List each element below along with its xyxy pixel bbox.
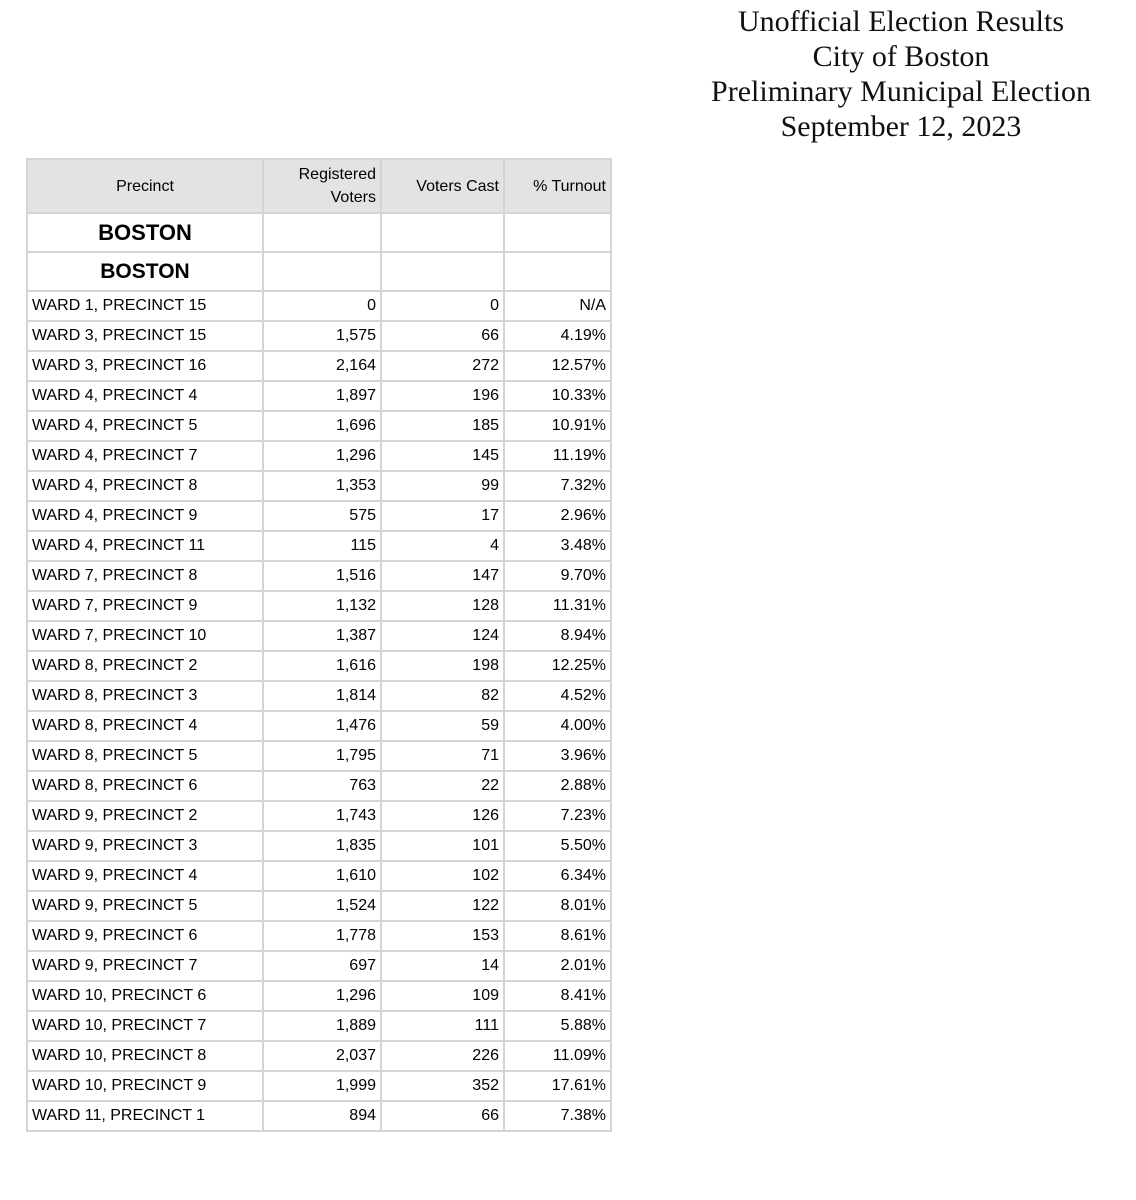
turnout-cell: 11.09%: [504, 1041, 611, 1071]
voters-cast-cell: 82: [381, 681, 504, 711]
voters-cast-cell: 111: [381, 1011, 504, 1041]
table-row: [27, 891, 611, 921]
precinct-cell: WARD 8, PRECINCT 2: [27, 651, 263, 681]
table-row: [27, 831, 611, 861]
group-empty-cell: [263, 213, 381, 252]
voters-cast-cell: 196: [381, 381, 504, 411]
turnout-cell: 7.32%: [504, 471, 611, 501]
turnout-cell: 7.38%: [504, 1101, 611, 1131]
turnout-cell: 8.41%: [504, 981, 611, 1011]
turnout-cell: 7.23%: [504, 801, 611, 831]
column-header-voters-cast: Voters Cast: [381, 159, 504, 213]
precinct-cell: WARD 9, PRECINCT 6: [27, 921, 263, 951]
registered-voters-cell: 1,814: [263, 681, 381, 711]
turnout-cell: 8.01%: [504, 891, 611, 921]
turnout-cell: 10.91%: [504, 411, 611, 441]
registered-voters-cell: 894: [263, 1101, 381, 1131]
turnout-cell: 5.88%: [504, 1011, 611, 1041]
turnout-cell: 8.94%: [504, 621, 611, 651]
precinct-cell: WARD 8, PRECINCT 4: [27, 711, 263, 741]
registered-voters-cell: 1,353: [263, 471, 381, 501]
voters-cast-cell: 128: [381, 591, 504, 621]
turnout-cell: 12.25%: [504, 651, 611, 681]
voters-cast-cell: 101: [381, 831, 504, 861]
voters-cast-cell: 66: [381, 321, 504, 351]
registered-voters-cell: 1,743: [263, 801, 381, 831]
turnout-cell: 4.00%: [504, 711, 611, 741]
turnout-cell: 4.19%: [504, 321, 611, 351]
precinct-cell: WARD 4, PRECINCT 11: [27, 531, 263, 561]
voters-cast-cell: 226: [381, 1041, 504, 1071]
turnout-cell: N/A: [504, 291, 611, 321]
turnout-cell: 4.52%: [504, 681, 611, 711]
table-row: [27, 861, 611, 891]
column-header-precinct: Precinct: [27, 159, 263, 213]
turnout-cell: 2.01%: [504, 951, 611, 981]
turnout-cell: 3.96%: [504, 741, 611, 771]
voters-cast-cell: 66: [381, 1101, 504, 1131]
table-row: [27, 951, 611, 981]
turnout-cell: 3.48%: [504, 531, 611, 561]
table-row: [27, 681, 611, 711]
turnout-cell: 5.50%: [504, 831, 611, 861]
precinct-cell: WARD 9, PRECINCT 7: [27, 951, 263, 981]
registered-voters-cell: 1,897: [263, 381, 381, 411]
group-row-subregion: [27, 252, 611, 291]
voters-cast-cell: 126: [381, 801, 504, 831]
voters-cast-cell: 17: [381, 501, 504, 531]
table-row: [27, 771, 611, 801]
table-row: [27, 921, 611, 951]
voters-cast-cell: 99: [381, 471, 504, 501]
registered-label-line2: Voters: [330, 189, 376, 206]
turnout-cell: 2.96%: [504, 501, 611, 531]
registered-voters-cell: 2,037: [263, 1041, 381, 1071]
precinct-cell: WARD 3, PRECINCT 16: [27, 351, 263, 381]
precinct-cell: WARD 4, PRECINCT 5: [27, 411, 263, 441]
precinct-cell: WARD 4, PRECINCT 8: [27, 471, 263, 501]
voters-cast-cell: 352: [381, 1071, 504, 1101]
results-table: [26, 158, 612, 1132]
precinct-cell: WARD 3, PRECINCT 15: [27, 321, 263, 351]
group-empty-cell: [504, 252, 611, 291]
registered-voters-cell: 1,610: [263, 861, 381, 891]
precinct-cell: WARD 9, PRECINCT 5: [27, 891, 263, 921]
precinct-cell: WARD 10, PRECINCT 7: [27, 1011, 263, 1041]
registered-voters-cell: 1,516: [263, 561, 381, 591]
table-row: [27, 651, 611, 681]
group-label-city: BOSTON: [27, 213, 263, 252]
registered-voters-cell: 1,575: [263, 321, 381, 351]
table-row: [27, 1011, 611, 1041]
precinct-cell: WARD 7, PRECINCT 8: [27, 561, 263, 591]
voters-cast-cell: 272: [381, 351, 504, 381]
registered-voters-cell: 2,164: [263, 351, 381, 381]
group-empty-cell: [504, 213, 611, 252]
table-row: [27, 321, 611, 351]
voters-cast-cell: 59: [381, 711, 504, 741]
title-line-3: Preliminary Municipal Election: [711, 75, 1091, 108]
registered-voters-cell: 1,778: [263, 921, 381, 951]
table-row: [27, 471, 611, 501]
registered-voters-cell: 1,835: [263, 831, 381, 861]
table-row: [27, 501, 611, 531]
registered-label-line1: Registered: [298, 166, 376, 183]
precinct-cell: WARD 9, PRECINCT 3: [27, 831, 263, 861]
table-row: [27, 441, 611, 471]
voters-cast-cell: 147: [381, 561, 504, 591]
turnout-cell: 8.61%: [504, 921, 611, 951]
group-label-subregion: BOSTON: [27, 252, 263, 291]
voters-cast-cell: 153: [381, 921, 504, 951]
registered-voters-cell: 1,889: [263, 1011, 381, 1041]
table-row: [27, 621, 611, 651]
voters-cast-cell: 145: [381, 441, 504, 471]
table-row: [27, 1101, 611, 1131]
registered-voters-cell: 1,616: [263, 651, 381, 681]
group-empty-cell: [381, 252, 504, 291]
turnout-cell: 17.61%: [504, 1071, 611, 1101]
group-row-city: [27, 213, 611, 252]
report-title: [670, 4, 1132, 144]
turnout-cell: 10.33%: [504, 381, 611, 411]
title-line-4: September 12, 2023: [780, 110, 1022, 143]
registered-voters-cell: 1,999: [263, 1071, 381, 1101]
group-empty-cell: [263, 252, 381, 291]
column-header-registered-voters: [263, 159, 381, 213]
turnout-cell: 11.19%: [504, 441, 611, 471]
table-row: [27, 351, 611, 381]
table-row: [27, 981, 611, 1011]
table-row: [27, 411, 611, 441]
precinct-cell: WARD 8, PRECINCT 6: [27, 771, 263, 801]
turnout-cell: 2.88%: [504, 771, 611, 801]
turnout-cell: 6.34%: [504, 861, 611, 891]
precinct-cell: WARD 1, PRECINCT 15: [27, 291, 263, 321]
voters-cast-cell: 0: [381, 291, 504, 321]
table-row: [27, 801, 611, 831]
registered-voters-cell: 1,696: [263, 411, 381, 441]
table-row: [27, 741, 611, 771]
precinct-cell: WARD 11, PRECINCT 1: [27, 1101, 263, 1131]
voters-cast-cell: 124: [381, 621, 504, 651]
voters-cast-cell: 102: [381, 861, 504, 891]
voters-cast-cell: 198: [381, 651, 504, 681]
precinct-cell: WARD 4, PRECINCT 4: [27, 381, 263, 411]
registered-voters-cell: 0: [263, 291, 381, 321]
registered-voters-cell: 1,387: [263, 621, 381, 651]
precinct-cell: WARD 7, PRECINCT 9: [27, 591, 263, 621]
registered-voters-cell: 1,524: [263, 891, 381, 921]
voters-cast-cell: 109: [381, 981, 504, 1011]
voters-cast-cell: 22: [381, 771, 504, 801]
registered-voters-cell: 1,296: [263, 441, 381, 471]
voters-cast-cell: 14: [381, 951, 504, 981]
registered-voters-cell: 1,476: [263, 711, 381, 741]
voters-cast-cell: 122: [381, 891, 504, 921]
table-row: [27, 381, 611, 411]
registered-voters-cell: 575: [263, 501, 381, 531]
turnout-cell: 11.31%: [504, 591, 611, 621]
precinct-cell: WARD 7, PRECINCT 10: [27, 621, 263, 651]
precinct-cell: WARD 9, PRECINCT 2: [27, 801, 263, 831]
precinct-cell: WARD 4, PRECINCT 7: [27, 441, 263, 471]
turnout-cell: 12.57%: [504, 351, 611, 381]
turnout-cell: 9.70%: [504, 561, 611, 591]
title-line-2: City of Boston: [812, 40, 990, 73]
precinct-cell: WARD 9, PRECINCT 4: [27, 861, 263, 891]
precinct-cell: WARD 8, PRECINCT 5: [27, 741, 263, 771]
voters-cast-cell: 185: [381, 411, 504, 441]
table-row: [27, 561, 611, 591]
voters-cast-cell: 4: [381, 531, 504, 561]
table-row: [27, 591, 611, 621]
table-header-row: [27, 159, 611, 213]
registered-voters-cell: 1,795: [263, 741, 381, 771]
group-empty-cell: [381, 213, 504, 252]
precinct-cell: WARD 10, PRECINCT 6: [27, 981, 263, 1011]
table-row: [27, 1071, 611, 1101]
table-row: [27, 1041, 611, 1071]
voters-cast-cell: 71: [381, 741, 504, 771]
registered-voters-cell: 697: [263, 951, 381, 981]
title-line-1: Unofficial Election Results: [737, 5, 1065, 38]
registered-voters-cell: 763: [263, 771, 381, 801]
table-row: [27, 711, 611, 741]
precinct-cell: WARD 10, PRECINCT 9: [27, 1071, 263, 1101]
table-row: [27, 531, 611, 561]
registered-voters-cell: 115: [263, 531, 381, 561]
table-row: [27, 291, 611, 321]
column-header-turnout: % Turnout: [504, 159, 611, 213]
registered-voters-cell: 1,132: [263, 591, 381, 621]
precinct-cell: WARD 8, PRECINCT 3: [27, 681, 263, 711]
registered-voters-cell: 1,296: [263, 981, 381, 1011]
precinct-cell: WARD 10, PRECINCT 8: [27, 1041, 263, 1071]
precinct-cell: WARD 4, PRECINCT 9: [27, 501, 263, 531]
